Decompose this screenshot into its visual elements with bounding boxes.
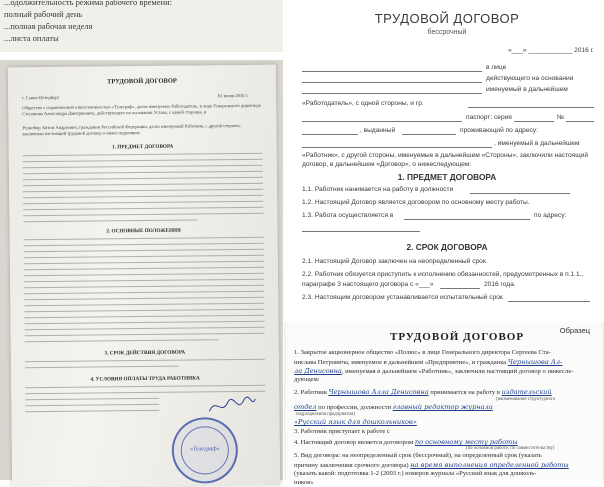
template-title: ТРУДОВОЙ ДОГОВОР: [374, 11, 520, 26]
template-s2-1: 2.1. Настоящий Договор заключен на неопределенный срок.: [302, 258, 488, 265]
template-employee-clause: «Работник», с другой стороны, именуемые в дальнейшем «Стороны», заключили настоящий: [302, 152, 589, 159]
template-address: проживающий по адресу:: [460, 127, 538, 134]
sample-line: нислава Петровича, именуемое в дальнейшем «Предприятие», и гражданка Чернышова Ал-: [294, 358, 563, 366]
template-s1-3b: по адресу:: [534, 212, 567, 219]
template-s2-2c: 2016 года.: [484, 281, 516, 288]
template-passport: паспорт: серия: [466, 114, 512, 121]
template-s1-1: 1.1. Работник нанимается на работу в должности: [302, 186, 454, 193]
fragment-line: ...одолжительность режима рабочего времени:: [4, 0, 172, 7]
sample-caption: подразделения предприятия): [296, 412, 355, 417]
template-s1-2: 1.2. Настоящий Договор является договором по основному месту работы.: [302, 199, 530, 206]
contract-photo: [0, 60, 283, 480]
sample-line: дующем:: [294, 376, 320, 383]
template-section-2: 2. СРОК ДОГОВОРА: [406, 242, 488, 252]
company-seal-icon: [171, 417, 238, 484]
template-s2-3: 2.3. Настоящим договором устанавливается испытательный срок: [302, 294, 503, 301]
template-party-line: действующего на основании: [486, 75, 574, 82]
template-employer-label: «Работодатель», с одной стороны, и гр.: [302, 100, 424, 107]
contract-sample-scan: [284, 322, 604, 486]
sample-caption: (наименование структурного: [496, 397, 556, 402]
template-s2-2b: параграфе 3 настоящего договора с «___»: [302, 281, 434, 288]
template-employee-clause-2: договор, в дальнейшем «Договор», о нижеследующем:: [302, 161, 472, 168]
fragment-line: ...полная рабочая неделя: [4, 21, 93, 31]
fragment-line: полный рабочий день: [4, 9, 83, 19]
photo-section-4: 4. УСЛОВИЯ ОПЛАТЫ ТРУДА РАБОТНИКА: [90, 375, 200, 383]
sample-title: ТРУДОВОЙ ДОГОВОР: [390, 331, 525, 343]
top-left-document-fragment: [0, 0, 283, 52]
sample-line: 5. Вид договора: на неопределенный срок (бессрочный), на определенный срок (указать: [294, 452, 542, 459]
template-s2-2: 2.2. Работник обязуется приступить к исполнению обязанностей, предусмотренных в п.1.1.,: [302, 271, 584, 278]
template-party-line: в лице: [486, 64, 507, 71]
photo-title: ТРУДОВОЙ ДОГОВОР: [107, 77, 177, 86]
template-date-line: «___» ____________ 2016 г.: [508, 47, 594, 54]
template-alias: , именуемый в дальнейшем: [494, 140, 580, 147]
template-s1-3: 1.3. Работа осуществляется в: [302, 212, 394, 219]
template-party-line: именуемый в дальнейшем: [486, 86, 568, 93]
template-section-1: 1. ПРЕДМЕТ ДОГОВОРА: [397, 172, 497, 182]
sample-line: ла Денисовна, именуемая в дальнейшем «Работник», заключили настоящий договор о нижесле-: [294, 367, 574, 375]
contract-sheet: [8, 65, 280, 487]
template-issued: , выданный: [360, 127, 396, 134]
sample-label: Образец: [559, 326, 590, 335]
fragment-line: ...листа оплаты: [4, 33, 59, 43]
template-passport-no: №: [557, 114, 565, 121]
sample-line: «Русский язык для дошкольников»: [294, 418, 417, 426]
photo-city: г. Санкт-Петербург: [22, 94, 60, 101]
sample-line: (указать какой: подготовка 1-2 (2003 г.) номеров журнала «Русский язык для дошколь-: [294, 470, 537, 477]
seal-text: «Телеграф»: [189, 446, 220, 453]
sample-line: ников»: [294, 479, 314, 486]
photo-section-3: 3. СРОК ДЕЙСТВИЯ ДОГОВОРА: [104, 349, 186, 357]
sample-line: 2. Работник Чернышова Алла Денисовна принимается на работу в издательский: [294, 388, 552, 396]
sample-line: отдел по профессии, должности главный редактор журнала: [294, 403, 493, 411]
sample-line: 1. Закрытое акционерное общество «Полюс» в лице Генерального директора Сергеева Ста-: [294, 349, 551, 356]
signature-icon: [207, 395, 257, 418]
template-subtitle: бессрочный: [427, 29, 467, 36]
sample-line: 3. Работник приступает к работе с: [294, 428, 390, 435]
sample-line: причину заключения срочного договора) на время выполнения определенной работы: [294, 461, 569, 469]
sample-line: 4. Настоящий договор является договором по основному месту работы: [294, 438, 518, 446]
contract-template: [290, 0, 604, 318]
photo-date: 01 июня 2016 г.: [217, 92, 249, 99]
photo-employee: Резнобор Антон Андреевич, гражданин Российской Федерации, далее именуемый Работник, с другой стороны, заключили настоящий трудовой договор о нижеследующем:: [22, 122, 241, 136]
photo-section-2: 2. ОСНОВНЫЕ ПОЛОЖЕНИЯ: [106, 227, 181, 235]
photo-intro: Общество с ограниченной ответственностью «Телеграф», далее именуемое Работодатель, в лице Генерального директора Степанова Александра Дмитриевича, действующего на основании Устава, с одной стороны, и: [22, 102, 261, 116]
photo-section-1: 1. ПРЕДМЕТ ДОГОВОРА: [112, 143, 174, 151]
sample-caption: (по основной работе, по совместительству): [466, 446, 555, 451]
sample-sheet: [286, 322, 602, 486]
